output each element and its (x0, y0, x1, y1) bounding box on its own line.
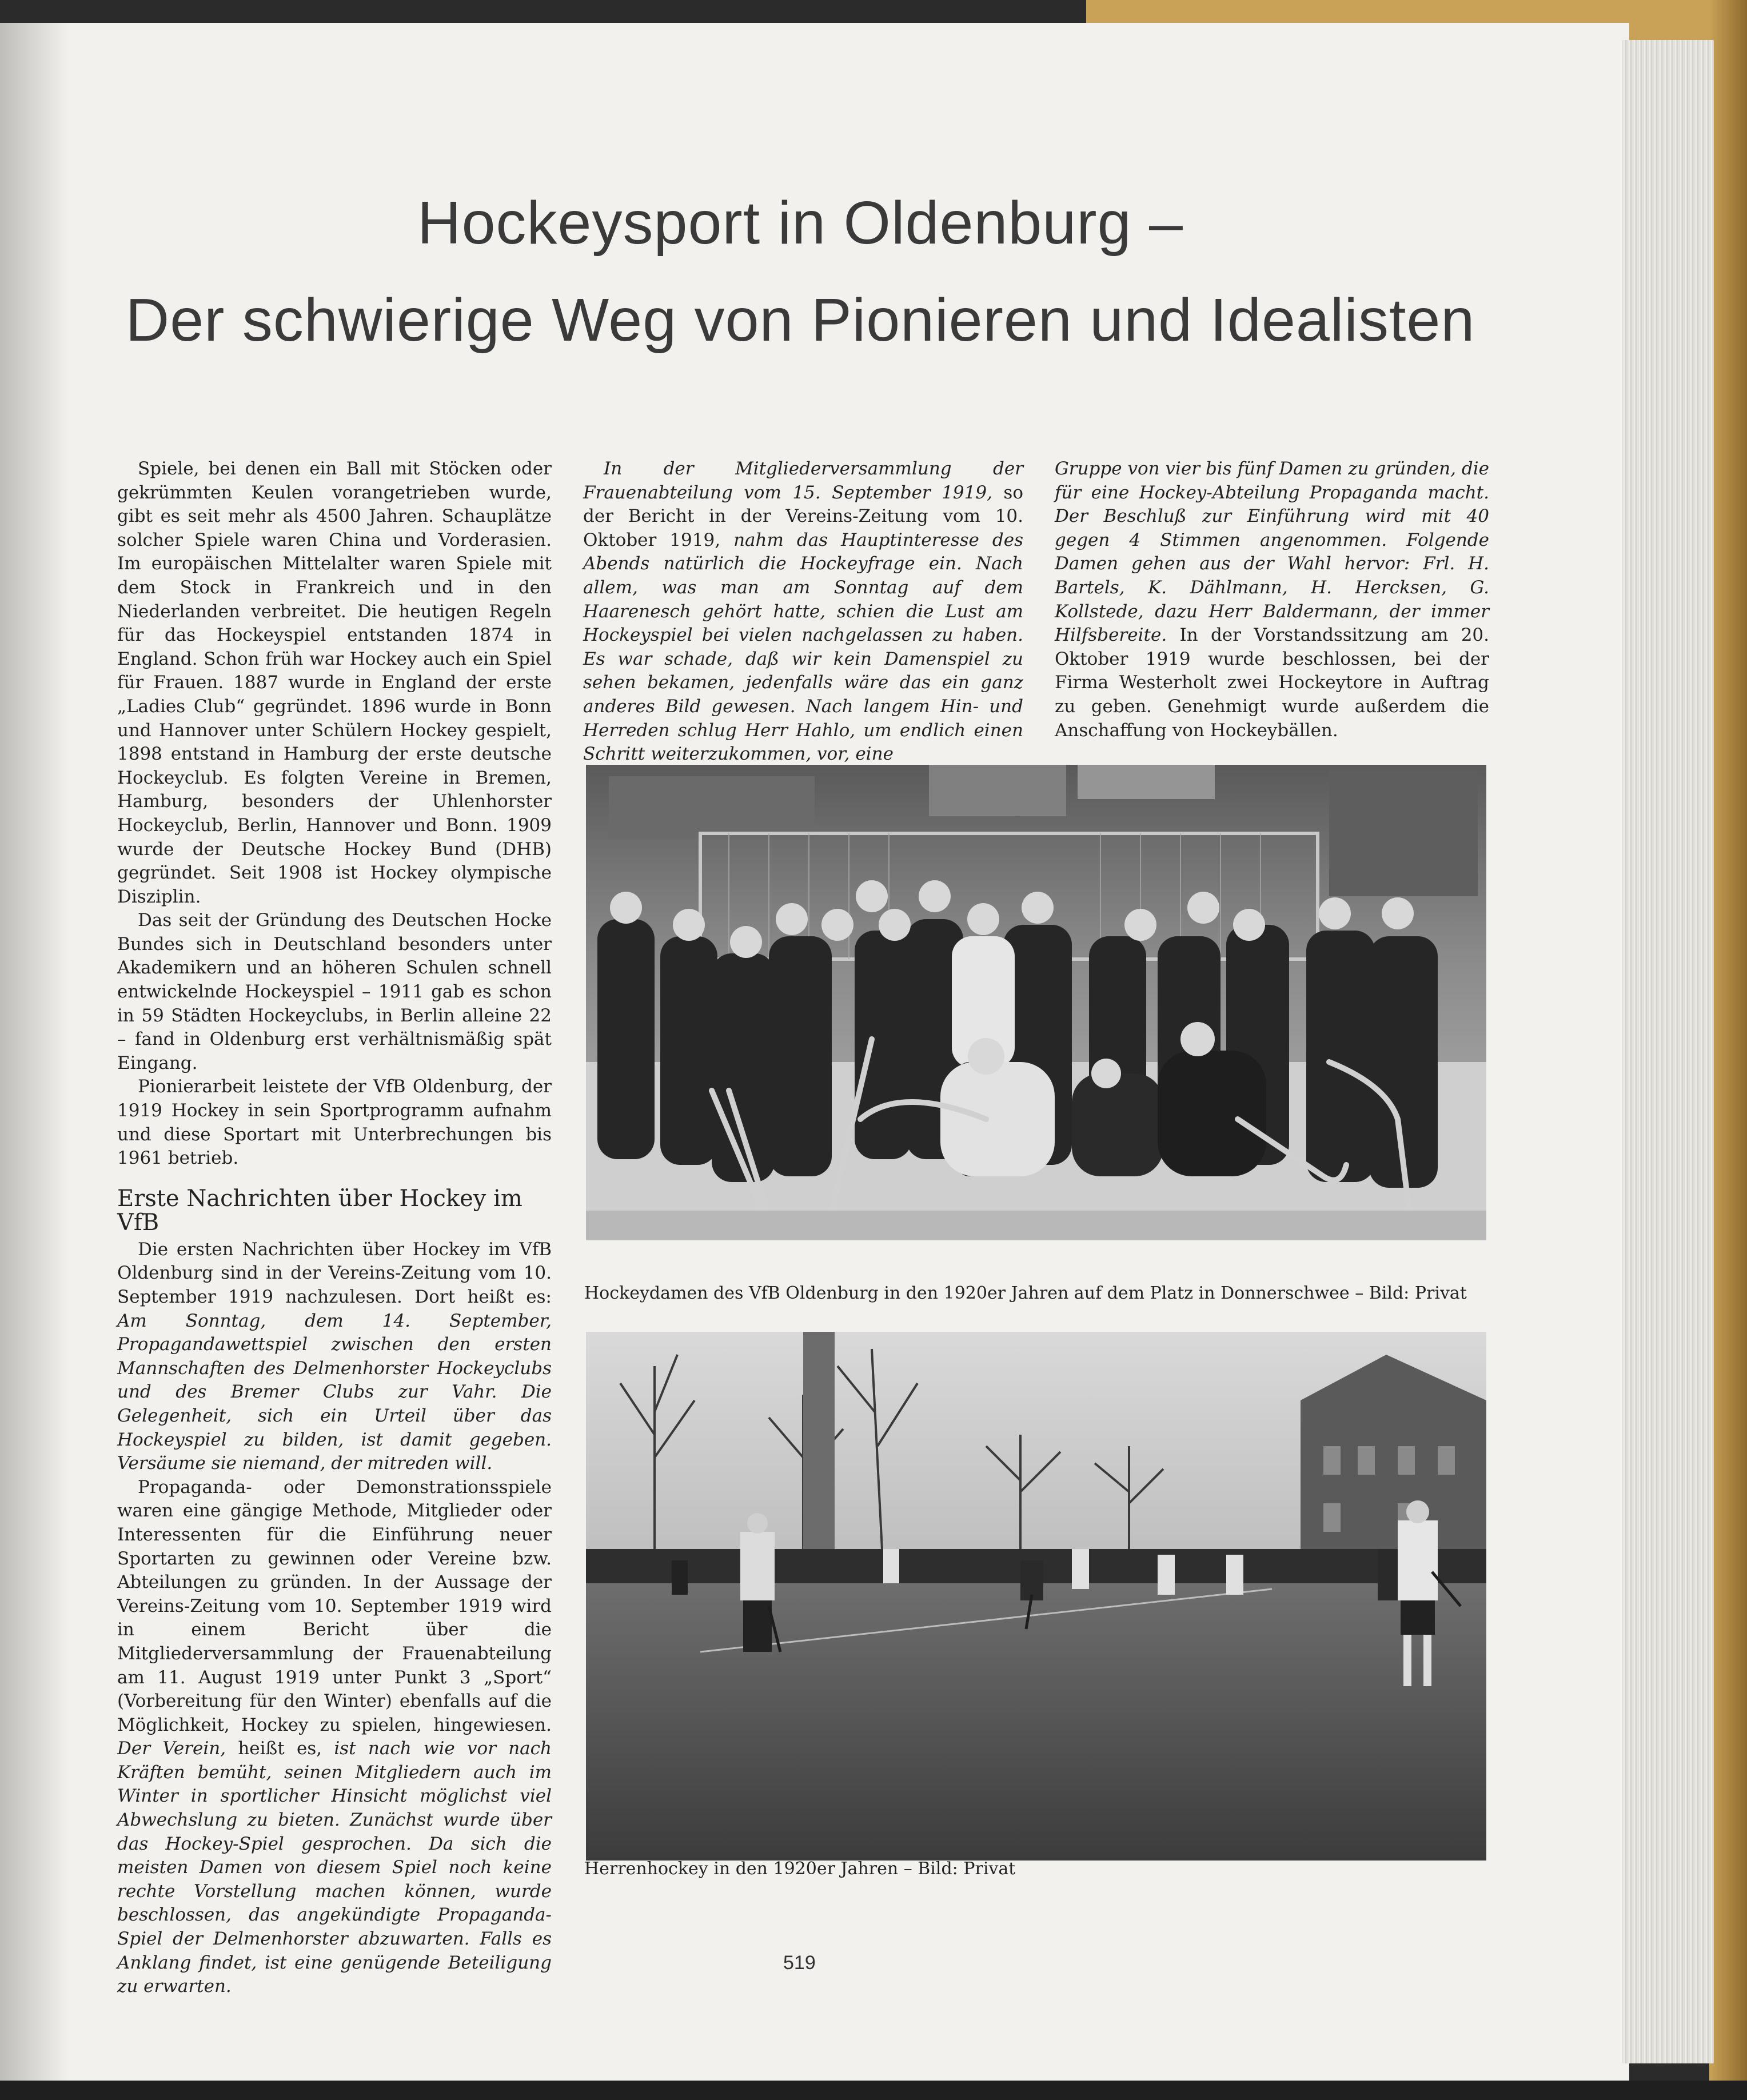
paragraph-intro-history: Spiele, bei denen ein Ball mit Stöcken oder gekrümmten Keulen vorangetrieben wurde, gibt es seit mehr als 4500 Jahren. Schauplätze solcher Spiele waren China und Vorderasien. Im europäischen Mittelalter waren Spiele mit dem Stock in Frankreich und in den Niederlanden verbreitet. Die heutigen Regeln für das Hockeyspiel entstanden 1874 in England. Schon früh war Hockey auch ein Spiel für Frauen. 1887 wurde in England der erste „Ladies Club“ gegründet. 1896 wurde in Bonn und Hannover unter Schülern Hockey gespielt, 1898 entstand in Hamburg der erste deutsche Hockeyclub. Es folgten Vereine in Bremen, Hamburg, besonders der Uhlenhorster Hockeyclub, Berlin, Hannover und Bonn. 1909 wurde der Deutsche Hockey Bund (DHB) gegründet. Seit 1908 ist Hockey olympische Disziplin. (117, 458, 552, 907)
scan-bottom-edge (0, 2081, 1747, 2100)
quote-italic: ist nach wie vor nach Kräften bemüht, seinen Mitgliedern auch im Winter in sportlicher Hinsicht möglichst viel Abwechslung zu bieten. Zunächst wurde über das Hockey-Spiel gesprochen. Da sich die meisten Damen von diesem Spiel noch keine rechte Vorstellung machen können, wurde beschlossen, das angekündigte Propaganda-Spiel der Delmenhorster abzuwarten. Falls es Anklang findet, ist eine genügende Beteiligung zu erwarten. (117, 1738, 552, 1997)
page-number: 519 (783, 1952, 816, 1974)
left-column (117, 457, 552, 1999)
middle-column (583, 457, 1023, 766)
paragraph-meeting-continued (1055, 457, 1489, 742)
text-plain: In der Vorstandssitzung am 20. Oktober 1919 wurde beschlossen, bei der Firma Westerholt zwei Hockeytore in Auftrag zu geben. Genehmigt wurde außerdem die Anschaffung von Hockeybällen. (1055, 625, 1489, 741)
text-plain: heißt es, (238, 1738, 334, 1759)
section-heading: Erste Nachrichten über Hockey im VfB (117, 1185, 522, 1236)
quote-italic: Am Sonntag, dem 14. September, Propagandawettspiel zwischen den ersten Mannschaften des Delmenhorster Hockeyclubs und des Bremer Clubs zur Vahr. Die Gelegenheit, sich ein Urteil über das Hockeyspiel zu bilden, ist damit gegeben. Versäume sie niemand, der mitreden will. (117, 1310, 552, 1474)
paragraph-vfb-pioneer: Pionierarbeit leistete der VfB Oldenburg, der 1919 Hockey in sein Sportprogramm aufnahm und diese Sportart mit Unterbrechungen bis 1961 betrieb. (117, 1076, 552, 1169)
photo-hockeydamen-image (586, 765, 1486, 1240)
quote-italic: In der Mitgliederversammlung der Frauenabteilung vom 15. September 1919, (583, 458, 1023, 503)
page-edges (1622, 40, 1714, 2063)
text-plain: Propaganda- oder Demonstrationsspiele waren eine gängige Methode, Mitglieder oder Interessenten für die Einführung neuer Sportarten zu gewinnen oder Vereine bzw. Abteilungen zu gründen. In der Aussage der Vereins-Zeitung vom 10. September 1919 wird in einem Bericht über die Mitgliederversammlung der Frauenabteilung am 11. August 1919 unter Punkt 3 „Sport“ (Vorbereitung für den Winter) ebenfalls auf die Möglichkeit, Hockey zu spielen, hingewiesen. (117, 1476, 552, 1735)
photo-herrenhockey (586, 1332, 1486, 1861)
article-title-line-1: Hockeysport in Oldenburg – (417, 189, 1183, 257)
quote-italic: nahm das Hauptinteresse des Abends natürlich die Hockeyfrage ein. Nach allem, was man am Sonntag auf dem Haarenesch gehört hatte, schien die Lust am Hockeyspiel bei vielen nachgelassen zu haben. Es war schade, daß wir kein Damenspiel zu sehen bekamen, jedenfalls wäre das ein ganz anderes Bild gewesen. Nach langem Hin- und Herreden schlug Herr Hahlo, um endlich einen Schritt weiterzukommen, vor, eine (583, 529, 1023, 765)
book-cover-right-edge (1709, 0, 1747, 2100)
paragraph-dhb-spread: Das seit der Gründung des Deutschen Hocke Bundes sich in Deutschland besonders unter Akademikern und an höheren Schulen schnell entwickelnde Hockeyspiel – 1911 gab es schon in 59 Städten Hockeyclubs, in Berlin alleine 22 – fand in Oldenburg erst verhältnismäßig spät Eingang. (117, 910, 552, 1073)
photo-hockeydamen (586, 765, 1486, 1240)
paragraph-meeting-report (583, 457, 1023, 766)
text-plain: Die ersten Nachrichten über Hockey im VfB Oldenburg sind in der Vereins-Zeitung vom 10. September 1919 nachzulesen. Dort heißt es: (117, 1239, 552, 1307)
article-title-line-2: Der schwierige Weg von Pionieren und Idealisten (125, 286, 1475, 354)
quote-italic: Der Verein, (117, 1738, 238, 1759)
right-column (1055, 457, 1489, 742)
paragraph-propaganda-games (117, 1476, 552, 1999)
paragraph-first-news (117, 1238, 552, 1476)
text-plain: so der Bericht in der Vereins-Zeitung vom 10. Oktober 1919, (583, 482, 1023, 550)
photo-herrenhockey-image (586, 1332, 1486, 1861)
quote-italic: Gruppe von vier bis fünf Damen zu gründen, die für eine Hockey-Abteilung Propaganda macht. Der Beschluß zur Einführung wird mit 40 gegen 4 Stimmen angenommen. Folgende Damen gehen aus der Wahl hervor: Frl. H. Bartels, K. Dählmann, H. Hercksen, G. Kollstede, dazu Herr Baldermann, der immer Hilfsbereite. (1055, 458, 1489, 646)
photo-hockeydamen-caption: Hockeydamen des VfB Oldenburg in den 1920er Jahren auf dem Platz in Donnerschwee – Bild: Privat (584, 1283, 1467, 1303)
photo-herrenhockey-caption: Herrenhockey in den 1920er Jahren – Bild: Privat (584, 1859, 1016, 1879)
